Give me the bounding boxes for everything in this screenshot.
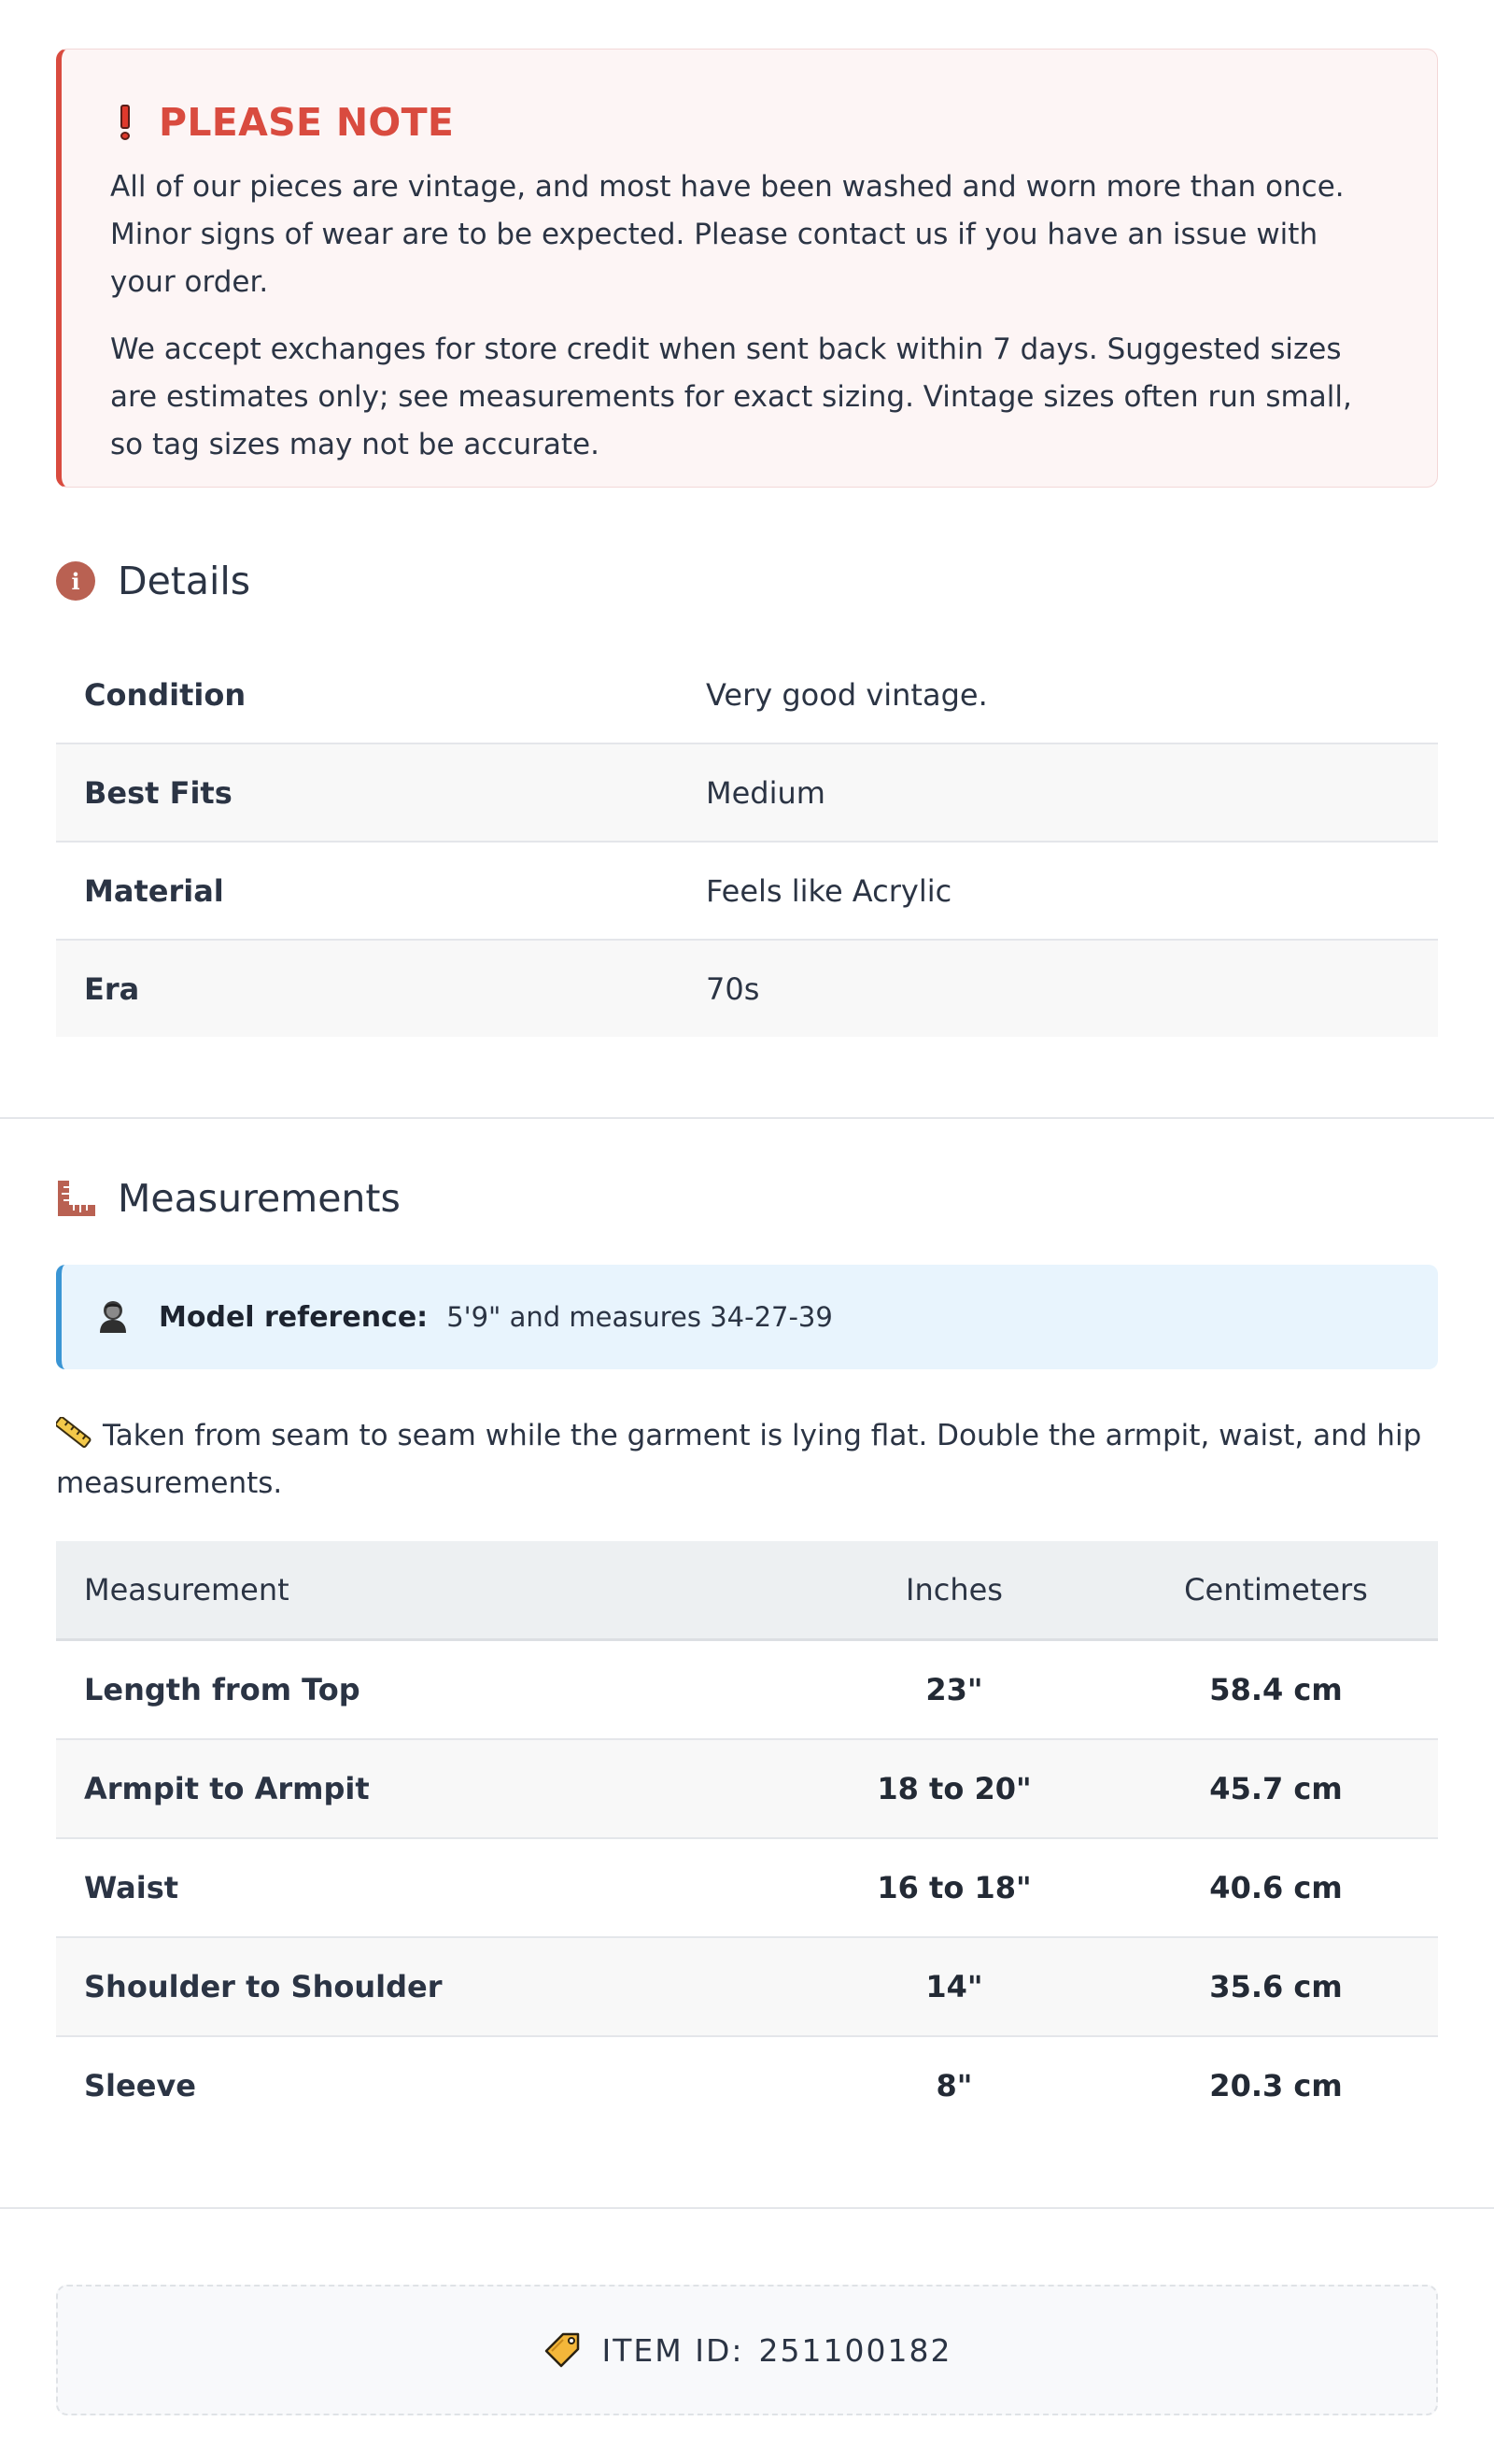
column-header-inches: Inches <box>795 1541 1114 1640</box>
measurement-inches: 18 to 20" <box>795 1739 1114 1838</box>
details-label: Condition <box>84 676 247 713</box>
measurement-instructions-text: Taken from seam to seam while the garment is lying flat. Double the armpit, waist, and hip measurements. <box>56 1419 1422 1500</box>
details-row <box>56 940 1438 1037</box>
measurement-cm: 40.6 cm <box>1114 1838 1438 1937</box>
details-heading <box>56 558 1438 604</box>
please-note-box <box>56 49 1438 488</box>
please-note-title: PLEASE NOTE <box>159 100 455 145</box>
model-reference-value: 5'9" and measures 34-27-39 <box>446 1301 833 1333</box>
person-icon <box>97 1299 129 1335</box>
please-note-header <box>110 100 1390 145</box>
info-icon: i <box>56 561 95 601</box>
measurement-cm: 58.4 cm <box>1209 1672 1343 1707</box>
table-row <box>56 1937 1438 2036</box>
details-title: Details <box>118 559 251 603</box>
ruler-icon <box>56 1179 97 1218</box>
details-value: 70s <box>678 940 1438 1037</box>
table-row <box>56 1739 1438 1838</box>
measurement-cm: 45.7 cm <box>1114 1739 1438 1838</box>
measurement-cm: 35.6 cm <box>1114 1937 1438 2036</box>
please-note-paragraph: We accept exchanges for store credit when sent back within 7 days. Suggested sizes are estimates only; see measurements for exact sizing. Vintage sizes often run small, so tag sizes may not be accurate. <box>110 333 1352 461</box>
measurement-name: Sleeve <box>56 2036 795 2134</box>
exclamation-icon <box>120 105 131 140</box>
details-value: Medium <box>678 743 1438 842</box>
measurement-inches: 16 to 18" <box>795 1838 1114 1937</box>
column-header-centimeters: Centimeters <box>1114 1541 1438 1640</box>
table-header-row <box>56 1541 1438 1640</box>
measurements-heading <box>56 1175 1438 1222</box>
measurement-name: Armpit to Armpit <box>56 1739 795 1838</box>
measurement-inches: 14" <box>795 1937 1114 2036</box>
table-row <box>56 1640 1438 1740</box>
measurement-instructions <box>56 1412 1438 1508</box>
column-header-measurement: Measurement <box>56 1541 795 1640</box>
section-divider <box>0 2207 1494 2209</box>
details-row <box>56 743 1438 842</box>
model-reference-label: Model reference: <box>159 1300 429 1334</box>
details-value: Feels like Acrylic <box>678 842 1438 940</box>
table-row <box>56 1838 1438 1937</box>
measurement-inches: 23" <box>925 1672 983 1707</box>
item-id-label: ITEM ID: <box>601 2331 744 2369</box>
details-row <box>56 842 1438 940</box>
please-note-paragraph: All of our pieces are vintage, and most have been washed and worn more than once. Minor signs of wear are to be expected. Please contact us if you have an issue with your order. <box>110 170 1345 299</box>
pencil-icon <box>56 1417 93 1449</box>
details-value: Very good vintage. <box>706 676 988 713</box>
section-divider <box>0 1117 1494 1119</box>
details-label: Era <box>56 940 678 1037</box>
measurement-name: Length from Top <box>84 1672 360 1707</box>
measurement-cm: 20.3 cm <box>1114 2036 1438 2134</box>
measurement-name: Waist <box>56 1838 795 1937</box>
measurement-inches: 8" <box>795 2036 1114 2134</box>
item-id-box <box>56 2285 1438 2415</box>
details-label: Material <box>56 842 678 940</box>
measurements-table <box>56 1541 1438 2134</box>
tag-icon <box>543 2330 582 2370</box>
item-id-value: 251100182 <box>758 2331 952 2369</box>
measurement-name: Shoulder to Shoulder <box>56 1937 795 2036</box>
measurements-title: Measurements <box>118 1176 401 1221</box>
model-reference-box <box>56 1265 1438 1369</box>
details-table <box>56 646 1438 1037</box>
details-label: Best Fits <box>56 743 678 842</box>
table-row <box>56 2036 1438 2134</box>
details-row <box>56 646 1438 743</box>
